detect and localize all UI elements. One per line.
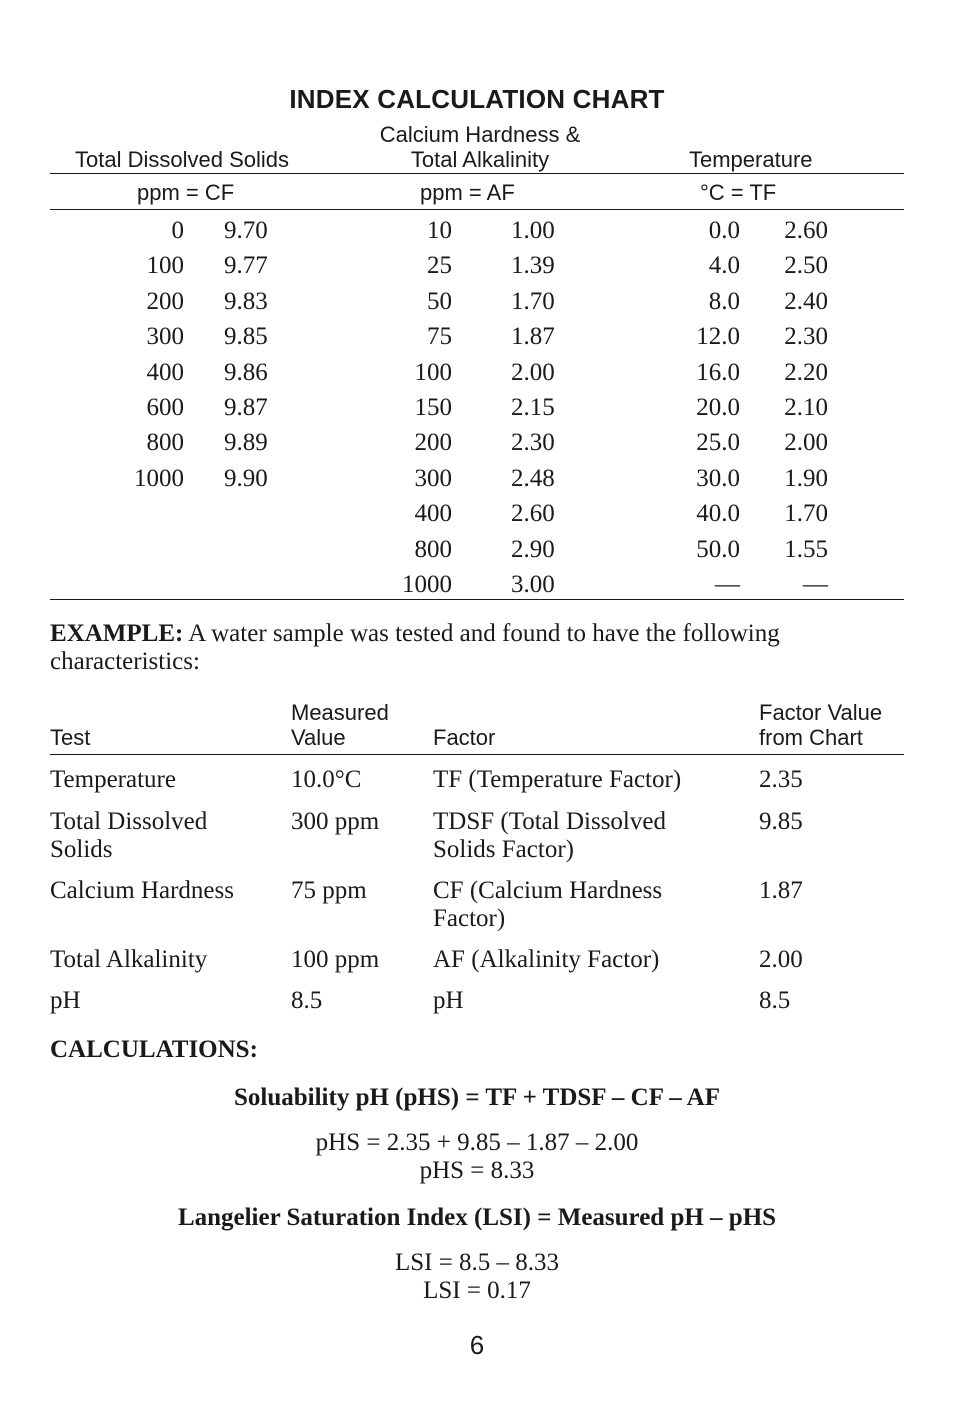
header-rule — [50, 173, 904, 174]
column-chta-af — [511, 213, 581, 602]
header-calcium-hardness: Calcium Hardness & — [379, 122, 581, 147]
chart-cell: 9.89 — [224, 429, 268, 457]
cell-test: Calcium Hardness — [50, 877, 234, 904]
cell-factor: TF (Temperature Factor) — [433, 766, 682, 793]
chart-cell: 25 — [427, 252, 452, 280]
chart-cell: 20.0 — [696, 393, 740, 421]
chart-cell: 400 — [414, 500, 452, 528]
column-chta-ppm — [380, 213, 452, 602]
chart-cell: 2.90 — [511, 535, 555, 563]
chart-cell: 200 — [146, 287, 184, 315]
table-header-measured-value: Measured Value — [291, 700, 389, 750]
column-temp-c — [670, 213, 740, 602]
chart-cell: 400 — [146, 358, 184, 386]
chart-cell: 10 — [427, 217, 452, 244]
phs-work: pHS = 2.35 + 9.85 – 1.87 – 2.00 pHS = 8.33 — [315, 1129, 639, 1184]
cell-value: 1.87 — [759, 877, 803, 904]
chart-cell: 9.77 — [224, 252, 268, 280]
chart-cell: 1.55 — [784, 535, 828, 563]
chart-cell: 300 — [414, 464, 452, 492]
cell-measured: 75 ppm — [291, 877, 367, 904]
cell-value: 9.85 — [759, 808, 803, 835]
table-header-factor-value: Factor Value from Chart — [759, 700, 883, 750]
chart-cell: 100 — [146, 252, 184, 280]
chart-cell: 9.86 — [224, 358, 268, 386]
chart-cell: 3.00 — [511, 570, 555, 598]
cell-factor: TDSF (Total Dissolved Solids Factor) — [433, 808, 666, 863]
calculations-heading: CALCULATIONS: — [50, 1036, 258, 1063]
chart-cell: 1.70 — [784, 500, 828, 528]
table-header-test: Test — [50, 725, 91, 750]
cell-value: 8.5 — [759, 987, 791, 1014]
chart-cell: 9.85 — [224, 323, 268, 351]
chart-cell: 2.60 — [784, 217, 828, 244]
chart-bottom-rule — [50, 599, 904, 600]
chart-cell: 300 — [146, 323, 184, 351]
chart-cell: 0 — [171, 217, 184, 244]
chart-cell: 200 — [414, 429, 452, 457]
chart-cell: 1.70 — [511, 287, 555, 315]
chart-cell: 800 — [414, 535, 452, 563]
header-total-dissolved-solids: Total Dissolved Solids — [75, 147, 289, 172]
chart-cell: 9.90 — [224, 464, 268, 492]
chart-cell: 1000 — [402, 570, 452, 598]
header-total-alkalinity: Total Alkalinity — [410, 147, 550, 172]
chart-cell: 800 — [146, 429, 184, 457]
chart-cell: 0.0 — [708, 217, 740, 244]
unit-tds: ppm = CF — [137, 180, 235, 205]
chart-cell: 600 — [146, 393, 184, 421]
chart-cell: 2.48 — [511, 464, 555, 492]
chart-cell: 2.15 — [511, 393, 555, 421]
table-header-rule — [50, 754, 904, 755]
cell-value: 2.00 — [759, 946, 803, 973]
example-paragraph — [50, 620, 910, 676]
phs-formula: Soluability pH (pHS) = TF + TDSF – CF – AF — [234, 1084, 720, 1111]
cell-test: Temperature — [50, 766, 176, 793]
chart-cell: 2.20 — [784, 358, 828, 386]
cell-test: Total Alkalinity — [50, 946, 208, 973]
chart-cell: 2.40 — [784, 287, 828, 315]
chart-cell: 9.87 — [224, 393, 268, 421]
chart-cell: 30.0 — [696, 464, 740, 492]
column-tds-cf — [224, 213, 294, 496]
chart-cell: 8.0 — [708, 287, 740, 315]
chart-cell: 9.83 — [224, 287, 268, 315]
cell-measured: 8.5 — [291, 987, 323, 1014]
chart-cell: 2.60 — [511, 500, 555, 528]
chart-cell: — — [803, 570, 828, 598]
chart-cell: 1.00 — [511, 217, 555, 244]
chart-title: INDEX CALCULATION CHART — [289, 84, 665, 114]
example-text: A water sample was tested and found to have the following characteristics: — [50, 620, 780, 675]
chart-cell: 12.0 — [696, 323, 740, 351]
cell-factor: pH — [433, 987, 464, 1014]
column-tds-ppm — [110, 213, 184, 496]
chart-cell: 9.70 — [224, 217, 268, 244]
unit-ch-ta: ppm = AF — [420, 180, 515, 205]
chart-cell: 75 — [427, 323, 452, 351]
chart-cell: 16.0 — [696, 358, 740, 386]
chart-cell: 2.00 — [511, 358, 555, 386]
chart-cell: 40.0 — [696, 500, 740, 528]
header-temperature: Temperature — [689, 147, 813, 172]
cell-test: Total Dissolved Solids — [50, 808, 208, 863]
lsi-work: LSI = 8.5 – 8.33 LSI = 0.17 — [394, 1249, 560, 1304]
table-header-factor: Factor — [433, 725, 496, 750]
cell-value: 2.35 — [759, 766, 803, 793]
chart-cell: 100 — [414, 358, 452, 386]
chart-cell: — — [715, 570, 740, 598]
cell-factor: CF (Calcium Hardness Factor) — [433, 877, 663, 932]
chart-cell: 50 — [427, 287, 452, 315]
chart-cell: 1.87 — [511, 323, 555, 351]
cell-measured: 10.0°C — [291, 766, 362, 793]
cell-test: pH — [50, 987, 81, 1014]
chart-cell: 2.50 — [784, 252, 828, 280]
chart-cell: 2.00 — [784, 429, 828, 457]
chart-cell: 1000 — [134, 464, 184, 492]
chart-cell: 1.90 — [784, 464, 828, 492]
chart-cell: 2.30 — [511, 429, 555, 457]
chart-cell: 4.0 — [708, 252, 740, 280]
cell-measured: 100 ppm — [291, 946, 380, 973]
lsi-formula: Langelier Saturation Index (LSI) = Measured pH – pHS — [177, 1204, 777, 1231]
units-rule — [50, 209, 904, 210]
example-label: EXAMPLE: — [50, 620, 184, 647]
chart-cell: 150 — [414, 393, 452, 421]
column-temp-tf — [770, 213, 828, 602]
chart-cell: 2.30 — [784, 323, 828, 351]
cell-factor: AF (Alkalinity Factor) — [433, 946, 660, 973]
chart-cell: 1.39 — [511, 252, 555, 280]
chart-cell: 2.10 — [784, 393, 828, 421]
chart-cell: 50.0 — [696, 535, 740, 563]
page-number: 6 — [469, 1330, 485, 1360]
cell-measured: 300 ppm — [291, 808, 380, 835]
chart-cell: 25.0 — [696, 429, 740, 457]
unit-temperature: °C = TF — [700, 180, 777, 205]
